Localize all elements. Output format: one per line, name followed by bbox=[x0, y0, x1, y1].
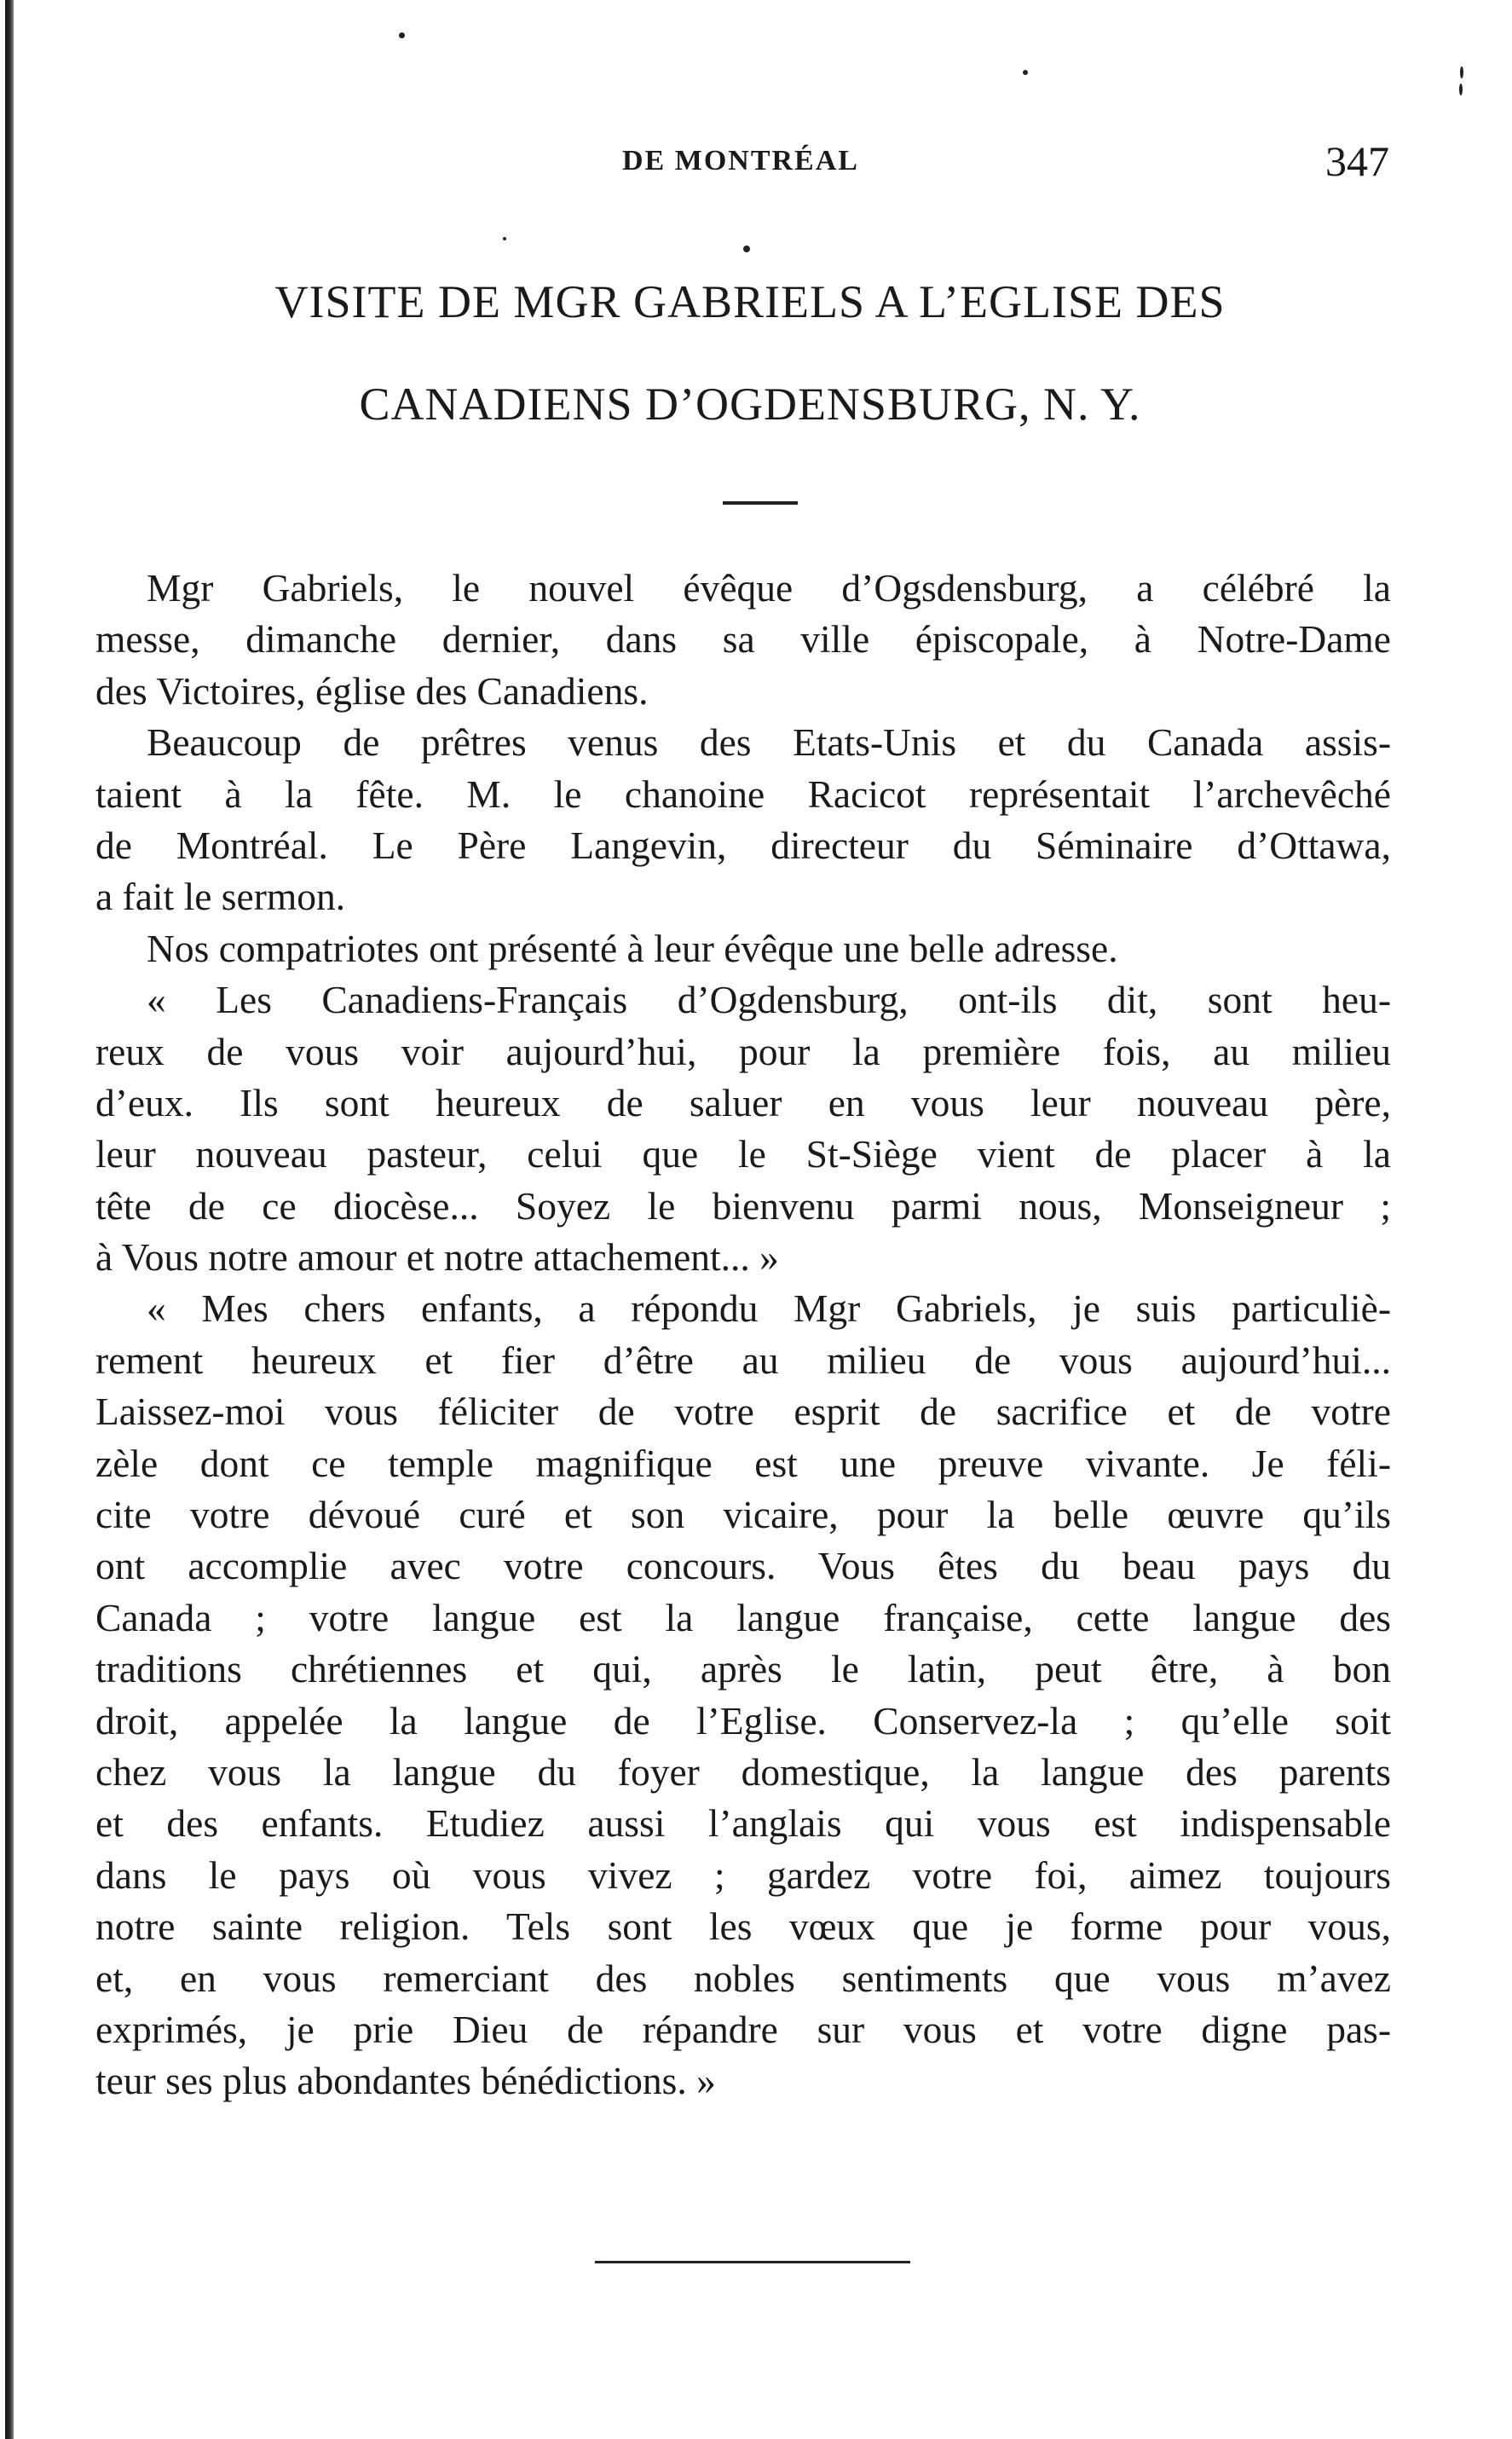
body-line: Canada ; votre langue est la langue française, cette langue des bbox=[95, 1595, 1391, 1639]
print-speck bbox=[503, 237, 506, 240]
body-line: ont accomplie avec votre concours. Vous êtes du beau pays du bbox=[95, 1544, 1391, 1588]
body-line: cite votre dévoué curé et son vicaire, pour la belle œuvre qu’ils bbox=[95, 1493, 1391, 1537]
body-line: Beaucoup de prêtres venus des Etats-Unis et du Canada assis- bbox=[147, 720, 1391, 765]
article-title-line-1: VISITE DE MGR GABRIELS A L’EGLISE DES bbox=[274, 276, 1226, 327]
page-header bbox=[0, 136, 1512, 188]
body-line: et des enfants. Etudiez aussi l’anglais qui vous est indispensable bbox=[95, 1801, 1391, 1846]
body-line: dans le pays où vous vivez ; gardez votre foi, aimez toujours bbox=[95, 1852, 1391, 1897]
page-edge-shadow bbox=[5, 0, 14, 2439]
page-number: 347 bbox=[1325, 137, 1389, 185]
body-line: Mgr Gabriels, le nouvel évêque d’Ogsdensburg, a célébré la bbox=[147, 566, 1391, 610]
body-line: « Les Canadiens-Français d’Ogdensburg, ont-ils dit, sont heu- bbox=[147, 978, 1391, 1022]
title-separator-rule bbox=[723, 501, 798, 505]
article-body bbox=[95, 563, 1391, 2107]
body-line: a fait le sermon. bbox=[95, 875, 346, 919]
body-line: « Mes chers enfants, a répondu Mgr Gabriels, je suis particuliè- bbox=[147, 1286, 1391, 1331]
body-line: zèle dont ce temple magnifique est une preuve vivante. Je féli- bbox=[95, 1441, 1391, 1485]
running-head: DE MONTRÉAL bbox=[622, 145, 859, 176]
body-line: et, en vous remerciant des nobles sentiments que vous m’avez bbox=[95, 1956, 1391, 2000]
closing-separator-rule bbox=[595, 2261, 910, 2263]
body-line: d’eux. Ils sont heureux de saluer en vous leur nouveau père, bbox=[95, 1080, 1391, 1124]
body-line: notre sainte religion. Tels sont les vœux que je forme pour vous, bbox=[95, 1904, 1391, 1949]
body-line: rement heureux et fier d’être au milieu de vous aujourd’hui... bbox=[95, 1338, 1391, 1382]
body-line: reux de vous voir aujourd’hui, pour la première fois, au milieu bbox=[95, 1029, 1391, 1073]
body-line: des Victoires, église des Canadiens. bbox=[95, 668, 649, 713]
body-line: traditions chrétiennes et qui, après le latin, peut être, à bon bbox=[95, 1647, 1391, 1691]
body-line: leur nouveau pasteur, celui que le St-Siège vient de placer à la bbox=[95, 1132, 1391, 1176]
body-line: teur ses plus abondantes bénédictions. » bbox=[95, 2059, 716, 2103]
print-speck bbox=[1459, 84, 1463, 95]
print-speck bbox=[1023, 70, 1028, 75]
body-line: messe, dimanche dernier, dans sa ville épiscopale, à Notre-Dame bbox=[95, 617, 1391, 662]
body-line: exprimés, je prie Dieu de répandre sur vous et votre digne pas- bbox=[95, 2007, 1391, 2051]
article-title-line-2: CANADIENS D’OGDENSBURG, N. Y. bbox=[359, 379, 1141, 430]
body-line: droit, appelée la langue de l’Eglise. Conservez-la ; qu’elle soit bbox=[95, 1698, 1391, 1743]
body-line: chez vous la langue du foyer domestique, la langue des parents bbox=[95, 1749, 1391, 1794]
body-line: à Vous notre amour et notre attachement... » bbox=[95, 1235, 779, 1280]
body-line: Nos compatriotes ont présenté à leur évêque une belle adresse. bbox=[147, 926, 1118, 970]
print-speck bbox=[399, 32, 405, 38]
print-speck bbox=[1460, 66, 1463, 78]
print-speck bbox=[743, 246, 750, 252]
body-line: taient à la fête. M. le chanoine Racicot représentait l’archevêché bbox=[95, 772, 1391, 816]
body-line: de Montréal. Le Père Langevin, directeur du Séminaire d’Ottawa, bbox=[95, 823, 1391, 867]
body-line: Laissez-moi vous féliciter de votre esprit de sacrifice et de votre bbox=[95, 1390, 1391, 1434]
body-line: tête de ce diocèse... Soyez le bienvenu parmi nous, Monseigneur ; bbox=[95, 1183, 1391, 1228]
